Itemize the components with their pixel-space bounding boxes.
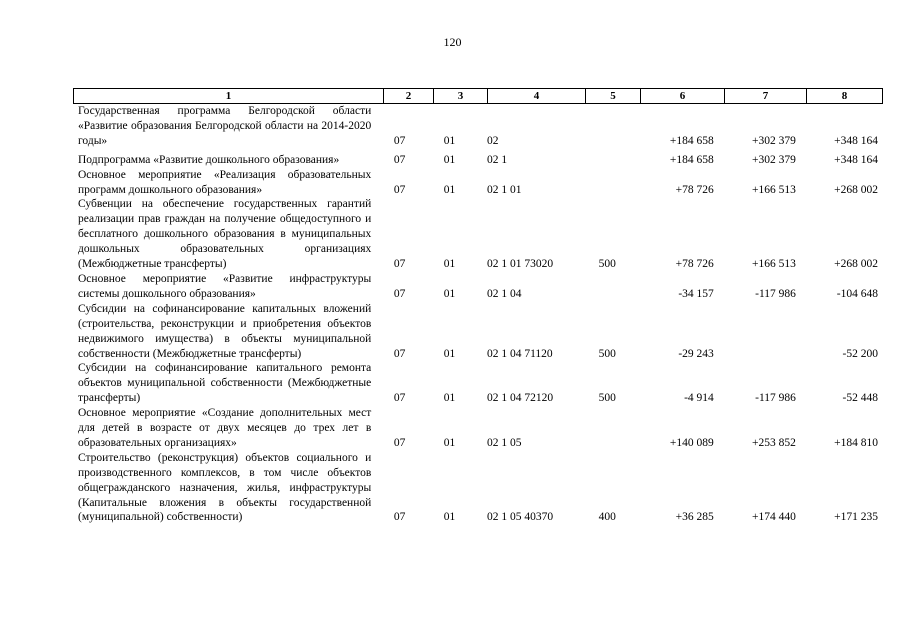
row-expense-type: 500 <box>598 258 616 271</box>
row-value-col6: -4 914 <box>684 392 714 405</box>
row-section: 07 <box>393 287 406 300</box>
row-target-article: 02 1 04 72120 <box>486 392 554 405</box>
row-value-col8: +171 235 <box>834 511 878 524</box>
row-value-col6: +140 089 <box>669 436 714 449</box>
row-section: 07 <box>393 347 406 360</box>
row-value-col8: +184 810 <box>834 436 878 449</box>
row-value-col8: +348 164 <box>834 153 878 166</box>
row-value-col7: -117 986 <box>755 392 796 405</box>
row-value-col6: +184 658 <box>669 134 714 147</box>
row-value-col7: -117 986 <box>755 287 796 300</box>
page-number: 120 <box>443 35 462 49</box>
row-section: 07 <box>393 511 406 524</box>
row-name: Строительство (реконструкция) объектов социального и производственного комплексов, в том числе объектов общегражданского назначения, жилья, инфраструктуры (Капитальные вложения в объекты государственной (муниципальной) собственности) <box>78 451 372 524</box>
row-subsection: 01 <box>443 287 456 300</box>
row-subsection: 01 <box>443 436 456 449</box>
row-name: Государственная программа Белгородской области «Развитие образования Белгородской области на 2014-2020 годы» <box>78 105 372 147</box>
table-row <box>78 361 878 406</box>
row-value-col7: +174 440 <box>752 511 796 524</box>
row-section: 07 <box>393 134 406 147</box>
row-expense-type: 400 <box>598 511 616 524</box>
table-row <box>78 104 878 149</box>
row-name: Субвенции на обеспечение государственных гарантий реализации прав граждан на получение общедоступного и бесплатного дошкольного образования в муниципальных дошкольных образовательных организациях (Межбюджетные трансферты) <box>78 198 372 271</box>
row-name: Субсидии на софинансирование капитальных вложений (строительства, реконструкции и приобретения объектов недвижимого имущества) в объекты муниципальной собственности (Межбюджетные трансферты) <box>78 302 372 360</box>
row-section: 07 <box>393 183 406 196</box>
row-expense-type: 500 <box>598 392 616 405</box>
table-row <box>78 451 878 526</box>
header-col-6: 6 <box>640 89 724 103</box>
row-target-article: 02 1 01 <box>486 183 522 196</box>
row-name: Основное мероприятие «Развитие инфраструктуры системы дошкольного образования» <box>78 272 372 300</box>
row-target-article: 02 1 05 <box>486 436 522 449</box>
row-subsection: 01 <box>443 153 456 166</box>
row-section: 07 <box>393 153 406 166</box>
header-col-7: 7 <box>724 89 806 103</box>
row-value-col7: +166 513 <box>752 183 796 196</box>
header-col-8: 8 <box>806 89 882 103</box>
table-header <box>73 88 883 104</box>
row-value-col8: +268 002 <box>834 258 878 271</box>
row-value-col7: +302 379 <box>752 153 796 166</box>
row-subsection: 01 <box>443 258 456 271</box>
table-body <box>78 104 878 525</box>
table-row <box>78 153 878 168</box>
row-value-col8: -52 448 <box>842 392 878 405</box>
header-col-3: 3 <box>433 89 487 103</box>
row-value-col6: +36 285 <box>675 511 714 524</box>
row-target-article: 02 <box>486 134 499 147</box>
row-value-col6: +184 658 <box>669 153 714 166</box>
row-value-col6: +78 726 <box>675 183 714 196</box>
row-target-article: 02 1 05 40370 <box>486 511 554 524</box>
row-value-col7: +166 513 <box>752 258 796 271</box>
row-target-article: 02 1 <box>486 153 508 166</box>
row-subsection: 01 <box>443 183 456 196</box>
table-row <box>78 197 878 272</box>
row-target-article: 02 1 04 <box>486 287 522 300</box>
row-target-article: 02 1 04 71120 <box>486 347 553 360</box>
row-section: 07 <box>393 258 406 271</box>
row-subsection: 01 <box>443 392 456 405</box>
row-value-col8: +268 002 <box>834 183 878 196</box>
header-col-2: 2 <box>383 89 433 103</box>
row-subsection: 01 <box>443 134 456 147</box>
row-value-col6: +78 726 <box>675 258 714 271</box>
row-value-col8: +348 164 <box>834 134 878 147</box>
row-section: 07 <box>393 436 406 449</box>
row-name: Основное мероприятие «Создание дополнительных мест для детей в возрасте от двух месяцев до трех лет в образовательных организациях» <box>78 407 372 449</box>
row-value-col6: -29 243 <box>678 347 714 360</box>
row-section: 07 <box>393 392 406 405</box>
row-value-col8: -52 200 <box>842 347 878 360</box>
row-value-col6: -34 157 <box>678 287 714 300</box>
row-name: Подпрограмма «Развитие дошкольного образования» <box>78 153 340 166</box>
table-row <box>78 302 878 362</box>
table-row <box>78 272 878 302</box>
row-target-article: 02 1 01 73020 <box>486 258 554 271</box>
row-value-col8: -104 648 <box>836 287 878 300</box>
header-col-1: 1 <box>225 90 232 102</box>
table-row <box>78 168 878 198</box>
row-name: Основное мероприятие «Реализация образовательных программ дошкольного образования» <box>78 168 372 196</box>
row-subsection: 01 <box>443 347 456 360</box>
row-subsection: 01 <box>443 511 456 524</box>
table-row <box>78 406 878 451</box>
row-value-col7: +302 379 <box>752 134 796 147</box>
row-value-col7: +253 852 <box>752 436 796 449</box>
row-expense-type: 500 <box>598 347 616 360</box>
row-name: Субсидии на софинансирование капитального ремонта объектов муниципальной собственности (Межбюджетные трансферты) <box>78 362 372 405</box>
header-col-4: 4 <box>487 89 585 103</box>
header-col-5: 5 <box>585 89 640 103</box>
